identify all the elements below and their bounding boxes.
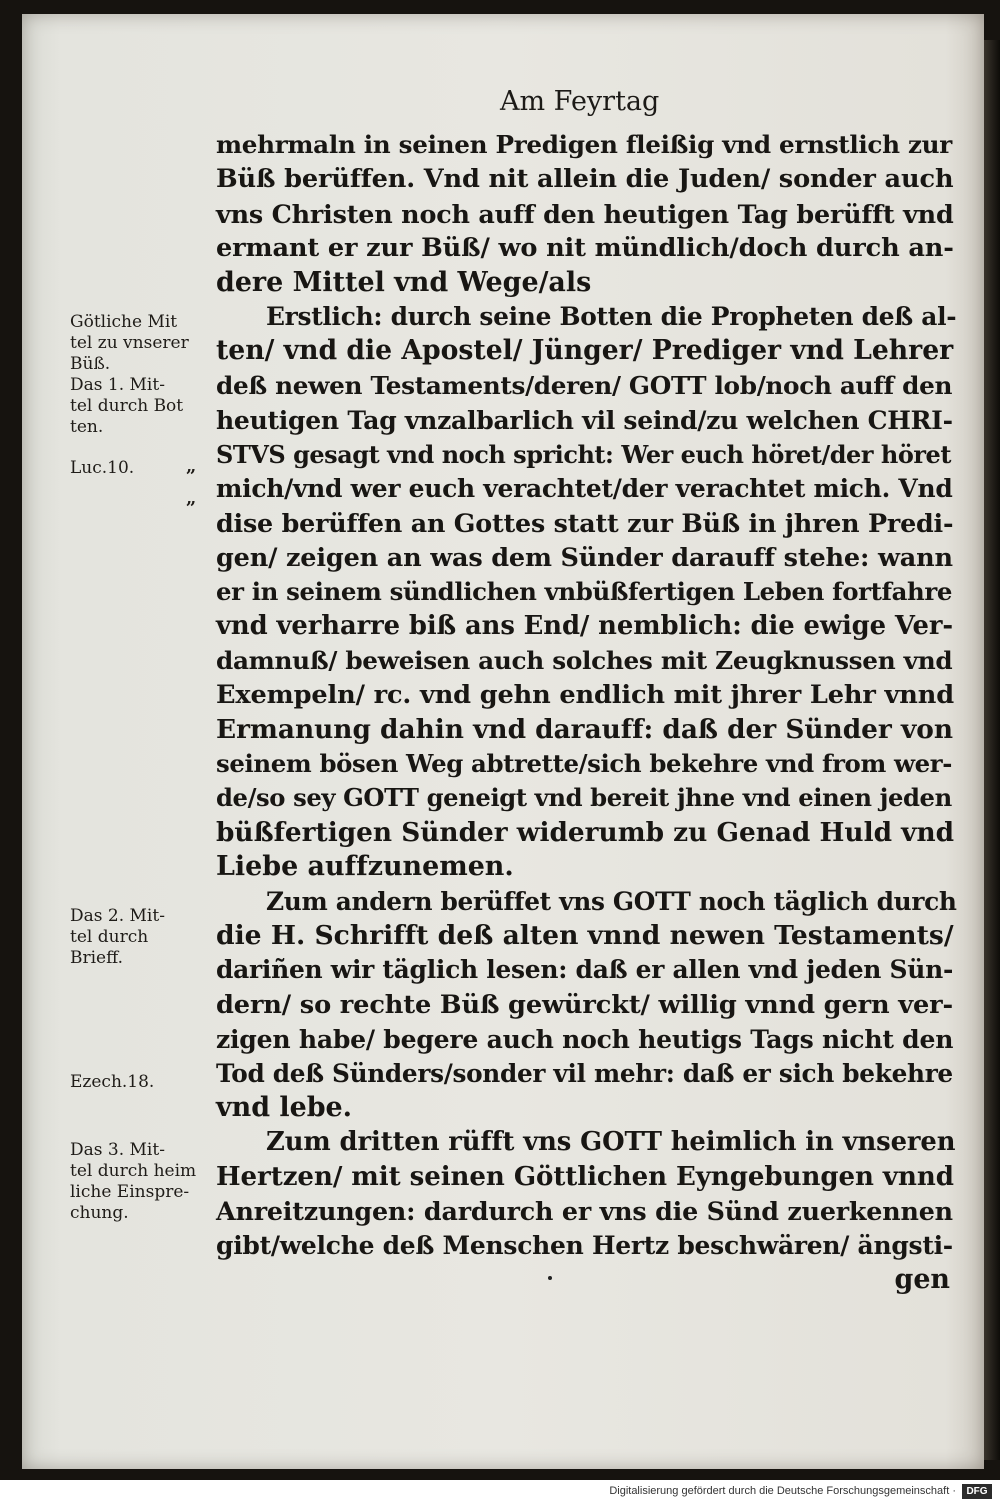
ink-speck (548, 1276, 552, 1280)
text-line: Exempeln/ rc. vnd gehn endlich mit jhrer Lehr vnnd (216, 680, 954, 711)
text-line: dern/ so rechte Büß gewürckt/ willig vnnd gern ver- (216, 989, 954, 1020)
margin-note-line: chung. (70, 1203, 129, 1223)
text-line: Liebe auffzunemen. (216, 851, 514, 883)
text-line: vns Christen noch auff den heutigen Tag berüfft vnd (216, 198, 954, 229)
margin-note-line: liche Einspre- (70, 1182, 190, 1202)
text-line: die H. Schrifft deß alten vnnd newen Testaments/ (216, 919, 954, 951)
margin-note-line: tel durch Bot (70, 396, 184, 416)
running-head: Am Feyrtag (500, 86, 660, 117)
margin-note-line: Büß. (70, 354, 111, 374)
text-line: STVS gesagt vnd noch spricht: Wer euch höret/der höret (216, 439, 951, 469)
quote-mark: „ (186, 456, 197, 477)
text-line: Hertzen/ mit seinen Göttlichen Eyngebungen vnnd (216, 1161, 954, 1192)
funding-credit: Digitalisierung gefördert durch die Deutsche Forschungsgemeinschaft · (609, 1485, 956, 1497)
text-line: mehrmaln in seinen Predigen fleißig vnd ernstlich zur (216, 130, 952, 159)
text-line: mich/vnd wer euch verachtet/der verachtet mich. Vnd (216, 473, 953, 503)
text-line: deß newen Testaments/deren/ GOTT lob/noch auff den (216, 370, 953, 400)
text-line: vnd lebe. (216, 1091, 353, 1123)
text-line: ermant er zur Büß/ wo nit mündlich/doch durch an- (216, 233, 954, 264)
text-line: Anreitzungen: dardurch er vns die Sünd zuerkennen (216, 1196, 953, 1227)
text-line: seinem bösen Weg abtrette/sich bekehre vnd from wer- (216, 749, 953, 779)
body-text (216, 128, 956, 1297)
margin-note-ezekiel-reference (70, 1072, 208, 1093)
text-line: zigen habe/ begere auch noch heutigs Tags nicht den (216, 1024, 954, 1055)
margin-note-line: Brieff. (70, 948, 123, 968)
margin-note-line: tel durch heim (70, 1161, 197, 1181)
margin-note-line: Götliche Mit (70, 312, 178, 332)
text-line: er in seinem sündlichen vnbüßfertigen Leben fortfahre (216, 577, 953, 607)
text-line: vnd verharre biß ans End/ nemblich: die ewige Ver- (216, 611, 953, 642)
text-line: dere Mittel vnd Wege/als (216, 266, 592, 298)
text-line: gibt/welche deß Menschen Hertz beschwären/ ängsti- (216, 1230, 953, 1260)
margin-note-line: Das 1. Mit- (70, 375, 165, 395)
text-line: Zum dritten rüfft vns GOTT heimlich in vnseren (266, 1127, 956, 1158)
text-line: dariñen wir täglich lesen: daß er allen vnd jeden Sün- (216, 955, 954, 985)
text-line: ten/ vnd die Apostel/ Jünger/ Prediger vnd Lehrer (216, 335, 954, 367)
catchword: gen (894, 1263, 950, 1295)
text-line: Ermanung dahin vnd darauff: daß der Sünder von (216, 713, 954, 745)
quote-mark: „ (186, 488, 197, 509)
dfg-logo: DFG (962, 1484, 992, 1499)
margin-note-line: Ezech.18. (70, 1072, 155, 1092)
footer-bar (0, 1480, 1000, 1504)
text-line: Zum andern berüffet vns GOTT noch täglich durch (266, 886, 957, 916)
margin-note-line: Das 2. Mit- (70, 906, 165, 926)
text-line: heutigen Tag vnzalbarlich vil seind/zu welchen CHRI- (216, 405, 953, 436)
text-line: de/so sey GOTT geneigt vnd bereit jhne vnd einen jeden (216, 783, 952, 813)
text-line: büßfertigen Sünder widerumb zu Genad Huld vnd (216, 816, 955, 848)
text-line: dise berüffen an Gottes statt zur Büß in jhren Predi- (216, 508, 954, 539)
margin-note-line: Luc.10. (70, 458, 135, 478)
margin-note-line: Das 3. Mit- (70, 1140, 165, 1160)
page-edge-shadow (984, 40, 1000, 1460)
margin-note-means-of-penance (70, 312, 208, 438)
text-line: Büß berüffen. Vnd nit allein die Juden/ sonder auch (216, 164, 954, 195)
text-line: damnuß/ beweisen auch solches mit Zeugknussen vnd (216, 645, 953, 675)
margin-note-second-means (70, 906, 208, 969)
text-line: gen/ zeigen an was dem Sünder darauff stehe: wann (216, 542, 953, 573)
margin-note-third-means (70, 1140, 208, 1224)
text-line: Tod deß Sünders/sonder vil mehr: daß er sich bekehre (216, 1058, 953, 1088)
text-line: Erstlich: durch seine Botten die Propheten deß al- (266, 301, 957, 331)
margin-note-line: tel zu vnserer (70, 333, 189, 353)
margin-note-line: ten. (70, 417, 104, 437)
margin-note-line: tel durch (70, 927, 149, 947)
